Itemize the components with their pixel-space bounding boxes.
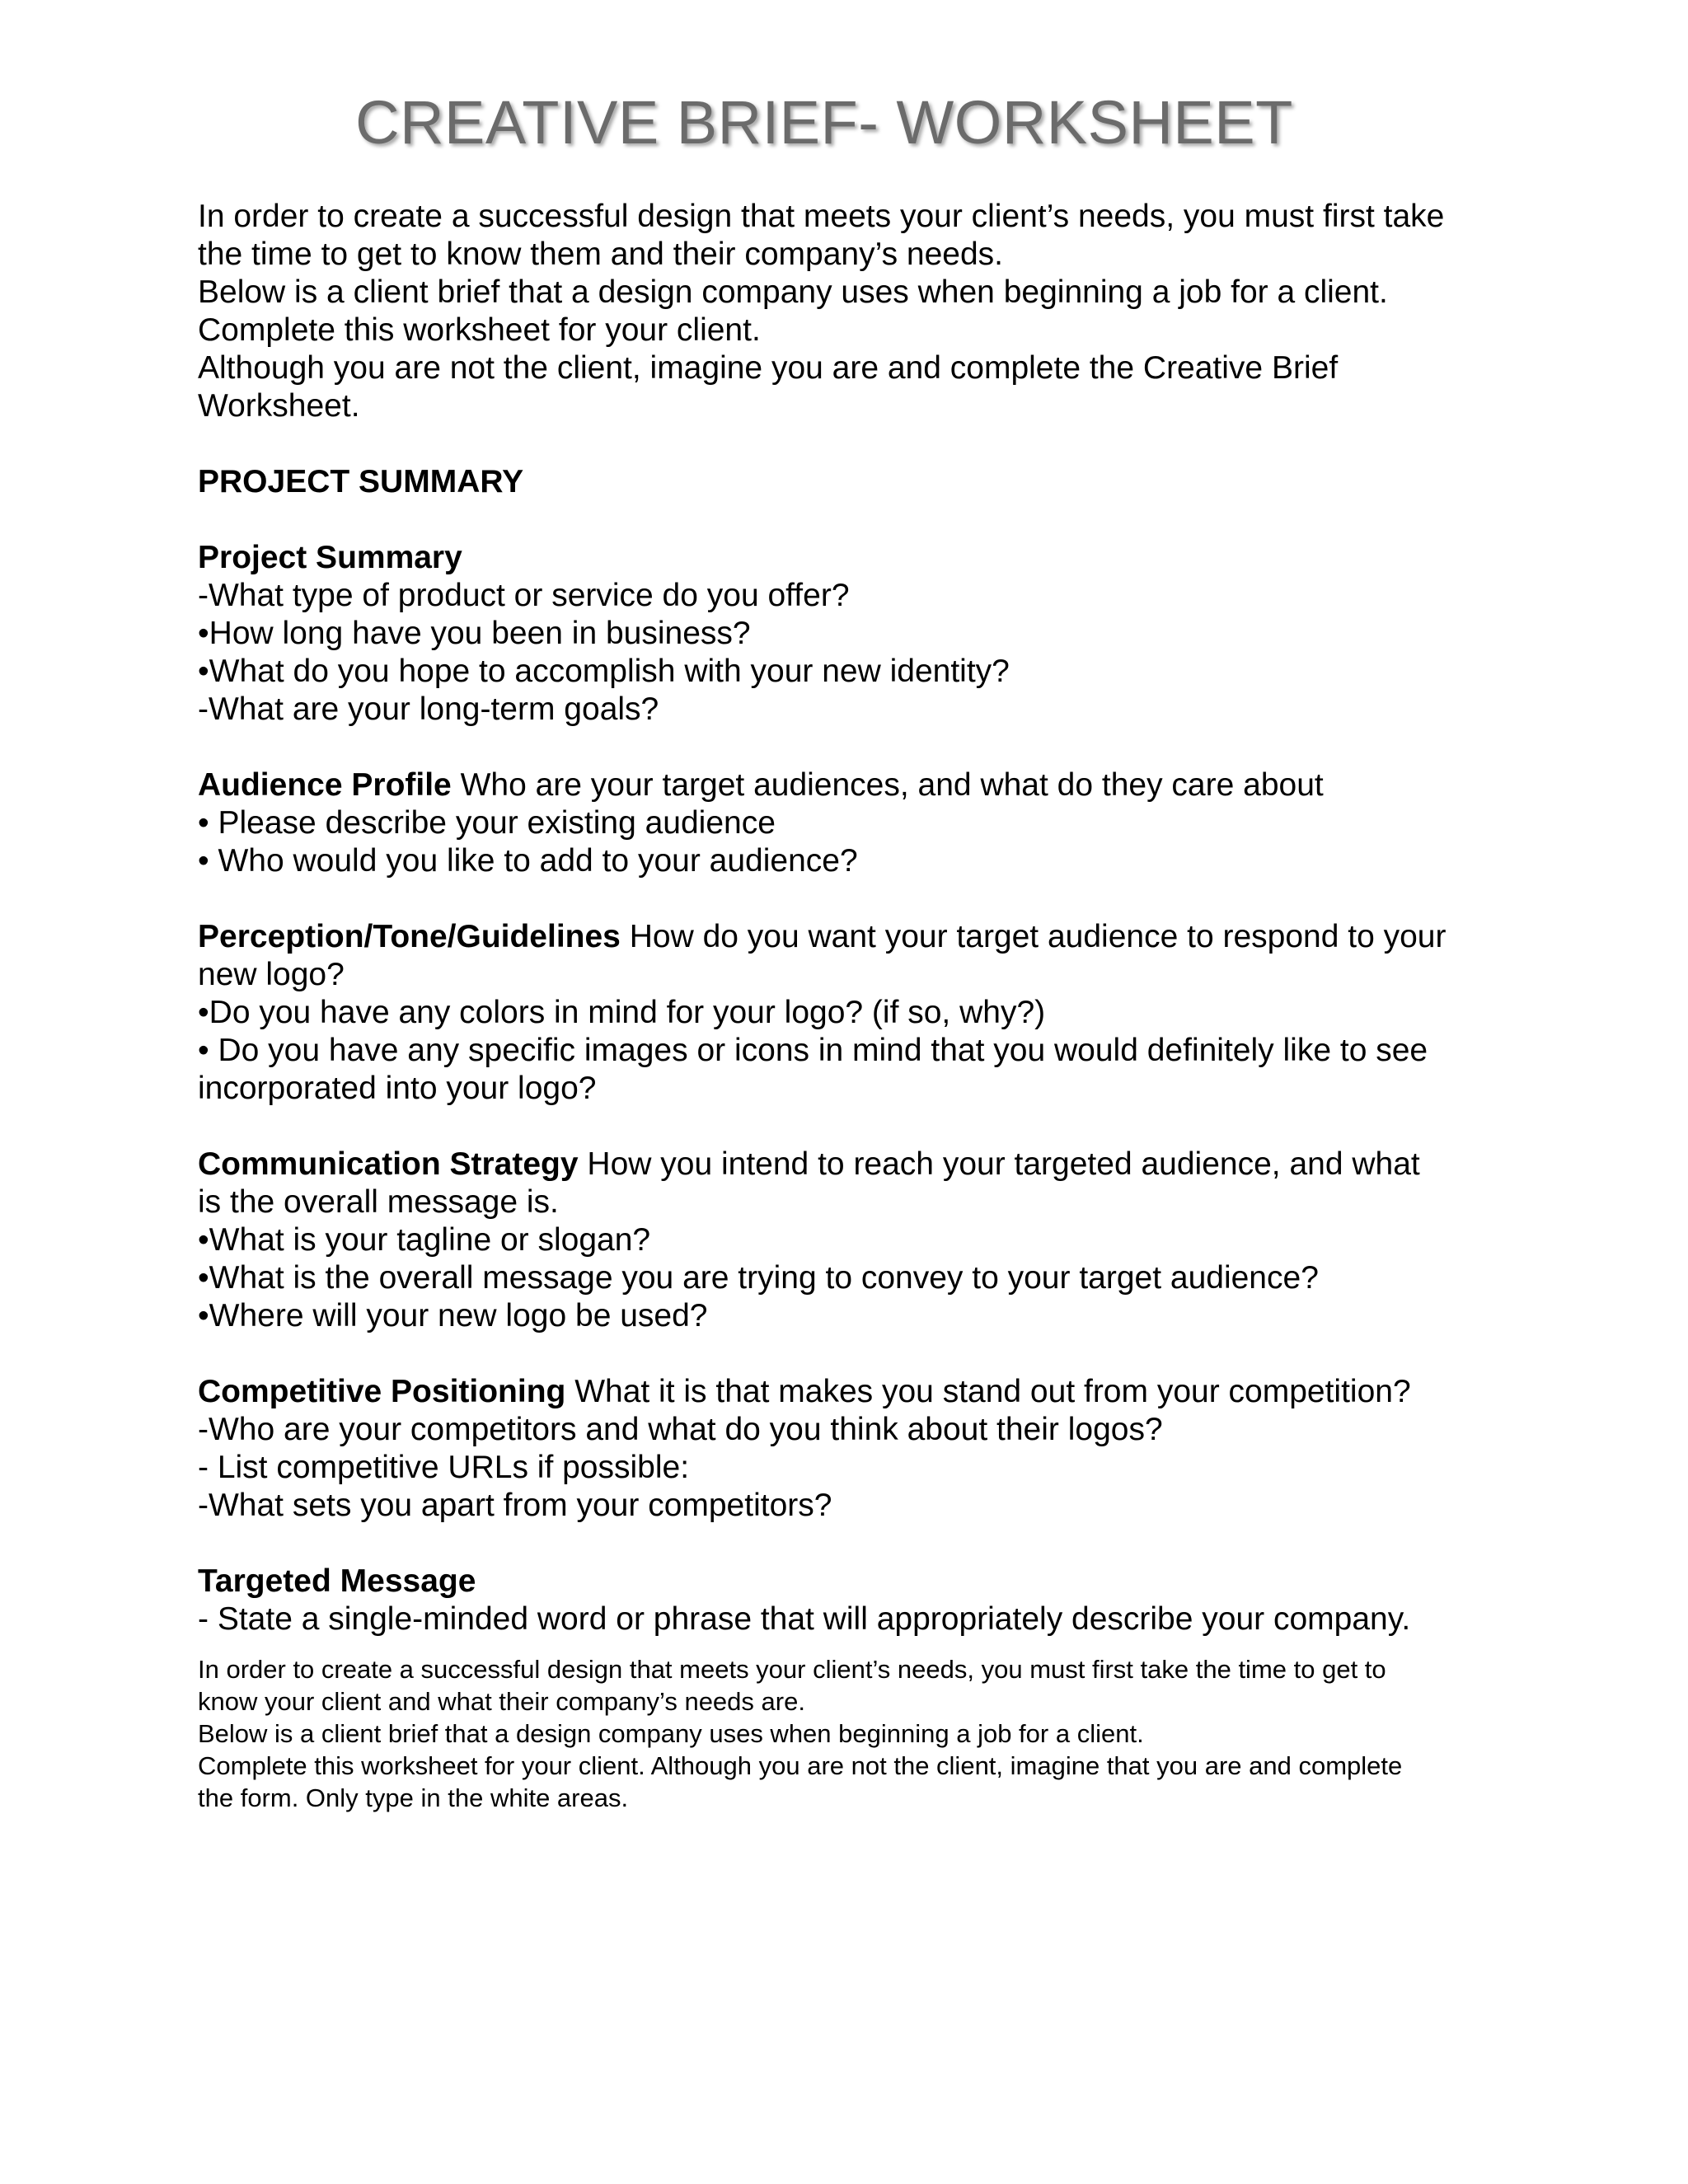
perception-heading: Perception/Tone/Guidelines bbox=[198, 919, 621, 954]
targeted-message-heading: Targeted Message bbox=[198, 1563, 476, 1599]
intro-line: Worksheet. bbox=[198, 388, 360, 424]
spacer bbox=[198, 501, 1500, 539]
question-item: incorporated into your logo? bbox=[198, 1071, 597, 1106]
communication-lead-cont: is the overall message is. bbox=[198, 1184, 559, 1220]
question-item: -What type of product or service do you offer? bbox=[198, 578, 850, 613]
spacer bbox=[198, 880, 1500, 918]
document-body bbox=[198, 198, 1500, 1814]
competitive-heading: Competitive Positioning bbox=[198, 1374, 566, 1409]
question-item: •How long have you been in business? bbox=[198, 616, 751, 651]
question-item: •What is your tagline or slogan? bbox=[198, 1222, 651, 1258]
section-heading: PROJECT SUMMARY bbox=[198, 464, 524, 499]
competitive-lead: What it is that makes you stand out from your competition? bbox=[565, 1374, 1411, 1409]
intro-line: Below is a client brief that a design company uses when beginning a job for a client. bbox=[198, 274, 1388, 310]
intro-line: In order to create a successful design that meets your client’s needs, you must first take bbox=[198, 199, 1445, 234]
spacer bbox=[198, 1108, 1500, 1146]
question-item: • Do you have any specific images or icons in mind that you would definitely like to see bbox=[198, 1033, 1428, 1068]
communication-section bbox=[198, 1146, 1500, 1335]
audience-profile-lead: Who are your target audiences, and what do they care about bbox=[451, 767, 1324, 803]
intro-line: Complete this worksheet for your client. bbox=[198, 312, 761, 348]
question-item: •What is the overall message you are trying to convey to your target audience? bbox=[198, 1260, 1319, 1296]
communication-heading: Communication Strategy bbox=[198, 1146, 579, 1182]
footer-note-line: know your client and what their company’s needs are. bbox=[198, 1687, 805, 1716]
audience-profile-title-line bbox=[198, 766, 1500, 804]
communication-lead: How you intend to reach your targeted audience, and what bbox=[578, 1146, 1420, 1182]
footer-note-line: Below is a client brief that a design company uses when beginning a job for a client. bbox=[198, 1719, 1144, 1748]
audience-profile-heading: Audience Profile bbox=[198, 767, 452, 803]
question-item: -What are your long-term goals? bbox=[198, 691, 659, 727]
question-item: - State a single-minded word or phrase that will appropriately describe your company. bbox=[198, 1601, 1411, 1637]
competitive-section bbox=[198, 1373, 1500, 1525]
question-item: •Do you have any colors in mind for your logo? (if so, why?) bbox=[198, 995, 1046, 1030]
question-item: -What sets you apart from your competitors? bbox=[198, 1488, 832, 1523]
targeted-message-section bbox=[198, 1563, 1500, 1638]
question-item: • Who would you like to add to your audience? bbox=[198, 843, 858, 879]
perception-section bbox=[198, 918, 1500, 1108]
project-summary-heading: Project Summary bbox=[198, 540, 462, 575]
page-title: CREATIVE BRIEF- WORKSHEET bbox=[355, 88, 1293, 157]
communication-title-line bbox=[198, 1146, 1500, 1183]
footer-note-line: In order to create a successful design that meets your client’s needs, you must first take the time to get to bbox=[198, 1655, 1386, 1684]
project-summary-section bbox=[198, 539, 1500, 729]
question-item: •Where will your new logo be used? bbox=[198, 1298, 708, 1333]
footer-note-line: the form. Only type in the white areas. bbox=[198, 1783, 629, 1812]
spacer bbox=[198, 425, 1500, 463]
question-item: • Please describe your existing audience bbox=[198, 805, 776, 841]
question-item: -Who are your competitors and what do you think about their logos? bbox=[198, 1412, 1163, 1447]
intro-line: the time to get to know them and their company’s needs. bbox=[198, 237, 1003, 272]
question-item: - List competitive URLs if possible: bbox=[198, 1450, 690, 1485]
spacer bbox=[198, 1525, 1500, 1563]
intro-line: Although you are not the client, imagine you are and complete the Creative Brief bbox=[198, 350, 1339, 386]
question-item: •What do you hope to accomplish with your new identity? bbox=[198, 654, 1010, 689]
perception-title-line bbox=[198, 918, 1500, 956]
spacer bbox=[198, 1335, 1500, 1373]
competitive-title-line bbox=[198, 1373, 1500, 1411]
perception-lead-cont: new logo? bbox=[198, 957, 345, 992]
footer-note bbox=[198, 1653, 1500, 1814]
spacer bbox=[198, 729, 1500, 766]
footer-note-line: Complete this worksheet for your client. Although you are not the client, imagine that you are and complete bbox=[198, 1751, 1403, 1780]
perception-lead: How do you want your target audience to respond to your bbox=[620, 919, 1447, 954]
intro-paragraph bbox=[198, 198, 1500, 425]
audience-profile-section bbox=[198, 766, 1500, 880]
